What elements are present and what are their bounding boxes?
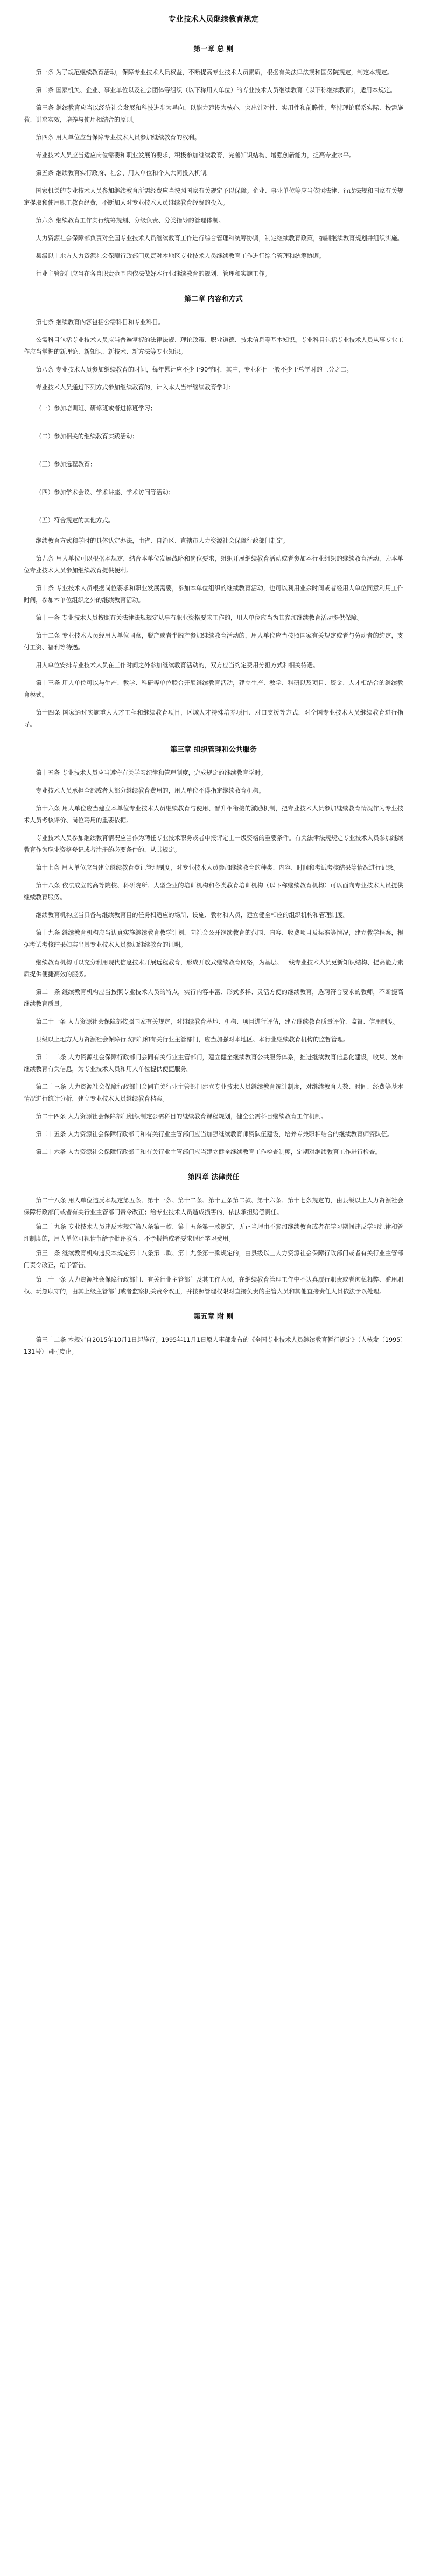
- chapter-5: [24, 1312, 403, 1358]
- article-paragraph: 第一条 为了规范继续教育活动，保障专业技术人员权益，不断提高专业技术人员素质，根据有关法律法规和国务院规定，制定本规定。: [36, 69, 394, 76]
- list-item: （五）符合规定的其他方式。: [36, 517, 114, 524]
- article-paragraph: 第五条 继续教育实行政府、社会、用人单位和个人共同投入机制。: [36, 170, 213, 177]
- article-paragraph: 第二十条 继续教育机构应当按照专业技术人员的特点，实行内容丰富、形式多样、灵活方便的继续教育，选聘符合要求的教师，不断提高继续教育质量。: [24, 989, 403, 1007]
- article-paragraph: 第八条 专业技术人员参加继续教育的时间，每年累计应不少于90学时，其中，专业科目一般不少于总学时的三分之二。: [36, 366, 353, 373]
- article-paragraph: 第十七条 用人单位应当建立继续教育登记管理制度，对专业技术人员参加继续教育的种类、内容、时间和考试考核结果等情况进行记录。: [36, 864, 400, 871]
- article-paragraph: 第六条 继续教育工作实行统筹规划、分级负责、分类指导的管理体制。: [36, 217, 225, 224]
- article-paragraph: 第十九条 继续教育机构应当认真实施继续教育教学计划，向社会公开继续教育的范围、内容、收费项目及标准等情况，建立教学档案，根据考试考核结果如实出具专业技术人员参加继续教育的证明。: [24, 929, 403, 948]
- chapter-title: 第五章 附 则: [193, 1313, 234, 1321]
- article-paragraph: 第四条 用人单位应当保障专业技术人员参加继续教育的权利。: [36, 134, 201, 141]
- chapter-title: 第四章 法律责任: [187, 1173, 240, 1181]
- chapter-title: 第二章 内容和方式: [184, 295, 243, 303]
- article-paragraph: 国家机关的专业技术人员参加继续教育所需经费应当按照国家有关规定予以保障。企业、事业单位等应当依照法律、行政法规和国家有关规定提取和使用职工教育经费，不断加大对专业技术人员继续教育经费的投入。: [24, 187, 403, 206]
- article-paragraph: 公需科目包括专业技术人员应当普遍掌握的法律法规、理论政策、职业道德、技术信息等基本知识。专业科目包括专业技术人员从事专业工作应当掌握的新理论、新知识、新技术、新方法等专业知识。: [24, 337, 403, 355]
- article-paragraph: 专业技术人员应当适应岗位需要和职业发展的要求，积极参加继续教育，完善知识结构、增强创新能力，提高专业水平。: [36, 152, 355, 159]
- list-item: （一）参加培训班、研修班或者进修班学习；: [36, 405, 157, 412]
- article-paragraph: 第二十一条 人力资源社会保障部按照国家有关规定，对继续教育基地、机构、项目进行评估，建立继续教育质量评价、监督、信用制度。: [36, 1018, 400, 1025]
- list-item: （四）参加学术会议、学术讲座、学术访问等活动；: [36, 489, 174, 496]
- list-item: （三）参加远程教育；: [36, 461, 96, 468]
- article-paragraph: 第九条 用人单位可以根据本规定，结合本单位发展战略和岗位要求，组织开展继续教育活动或者参加本行业组织的继续教育活动，为本单位专业技术人员参加继续教育提供便利。: [24, 555, 403, 574]
- article-paragraph: 第二十二条 人力资源社会保障行政部门会同有关行业主管部门，建立健全继续教育公共服务体系，推进继续教育信息化建设，收集、发布继续教育有关信息，为专业技术人员和用人单位提供便捷服务。: [24, 1054, 403, 1073]
- document-title: 专业技术人员继续教育规定: [168, 15, 259, 24]
- chapter-3: [24, 745, 403, 1158]
- article-paragraph: 第三十一条 人力资源社会保障行政部门、有关行业主管部门及其工作人员，在继续教育管理工作中不认真履行职责或者徇私舞弊、滥用职权、玩忽职守的，由其上级主管部门或者监察机关责令改正，并按照管理权限对直接负责的主管人员和其他直接责任人员依法予以处理。: [24, 1276, 403, 1295]
- chapter-title: 第三章 组织管理和公共服务: [170, 746, 257, 754]
- article-paragraph: 专业技术人员承担全部或者大部分继续教育费用的，用人单位不得指定继续教育机构。: [36, 787, 265, 794]
- article-paragraph: 第十一条 专业技术人员按照有关法律法规规定从事有职业资格要求工作的，用人单位应当为其参加继续教育活动提供保障。: [36, 614, 363, 621]
- article-paragraph: 第二十六条 人力资源社会保障行政部门和有关行业主管部门应当建立健全继续教育工作检查制度，定期对继续教育工作进行检查。: [36, 1149, 381, 1156]
- chapter-2: [24, 294, 403, 731]
- article-paragraph: 第二十九条 专业技术人员违反本规定第八条第一款、第十五条第一款规定，无正当理由不参加继续教育或者在学习期间违反学习纪律和管理制度的，用人单位可视情节给予批评教育、不予报销或者要求退还学习费用。: [24, 1223, 403, 1242]
- article-paragraph: 第三条 继续教育应当以经济社会发展和科技进步为导向，以能力建设为核心，突出针对性、实用性和前瞻性，坚持理论联系实际、按需施教、讲求实效，培养与使用相结合的原则。: [24, 104, 403, 123]
- article-paragraph: 第二条 国家机关、企业、事业单位以及社会团体等组织（以下称用人单位）的专业技术人员继续教育（以下称继续教育），适用本规定。: [36, 87, 396, 94]
- article-paragraph: 第十六条 用人单位应当建立本单位专业技术人员继续教育与使用、晋升相衔接的激励机制，把专业技术人员参加继续教育情况作为专业技术人员考核评价、岗位聘用的重要依据。: [24, 805, 403, 824]
- article-paragraph: 第十二条 专业技术人员经用人单位同意，脱产或者半脱产参加继续教育活动的，用人单位应当按照国家有关规定或者与劳动者的约定，支付工资、福利等待遇。: [24, 632, 403, 651]
- list-item: （二）参加相关的继续教育实践活动；: [36, 433, 138, 440]
- chapter-4: [24, 1172, 403, 1298]
- article-paragraph: 第十三条 用人单位可以与生产、教学、科研等单位联合开展继续教育活动，建立生产、教学、科研以及项目、资金、人才相结合的继续教育模式。: [24, 680, 403, 698]
- article-paragraph: 继续教育方式和学时的具体认定办法，由省、自治区、直辖市人力资源社会保障行政部门制定。: [36, 537, 289, 544]
- article-paragraph: 第十八条 依法成立的高等院校、科研院所、大型企业的培训机构和各类教育培训机构（以下称继续教育机构）可以面向专业技术人员提供继续教育服务。: [24, 882, 403, 901]
- article-paragraph: 专业技术人员参加继续教育情况应当作为聘任专业技术职务或者申报评定上一级资格的重要条件。有关法律法规规定专业技术人员参加继续教育作为职业资格登记或者注册的必要条件的，从其规定。: [24, 835, 403, 853]
- article-paragraph: 第七条 继续教育内容包括公需科目和专业科目。: [36, 319, 164, 326]
- article-paragraph: 继续教育机构可以充分利用现代信息技术开展远程教育，形成开放式继续教育网络，为基层、一线专业技术人员更新知识结构、提高能力素质提供便捷高效的服务。: [24, 959, 403, 978]
- article-paragraph: 县级以上地方人力资源社会保障行政部门负责对本地区专业技术人员继续教育工作进行综合管理和统筹协调。: [36, 253, 325, 260]
- article-paragraph: 县级以上地方人力资源社会保障行政部门和有关行业主管部门，应当加强对本地区、本行业继续教育机构的监督管理。: [36, 1036, 349, 1043]
- article-paragraph: 行业主管部门应当在各自职责范围内依法做好本行业继续教育的规划、管理和实施工作。: [36, 270, 271, 277]
- article-paragraph: 第二十四条 人力资源社会保障部门组织制定公需科目的继续教育课程规划，健全公需科目继续教育工作机制。: [36, 1113, 327, 1120]
- article-paragraph: 第二十五条 人力资源社会保障行政部门和有关行业主管部门应当加强继续教育师资队伍建设，培养专兼职相结合的继续教育师资队伍。: [36, 1131, 394, 1138]
- article-paragraph: 第十四条 国家通过实施重大人才工程和继续教育项目，区域人才特殊培养项目、对口支援等方式，对全国专业技术人员继续教育进行指导。: [24, 709, 403, 728]
- article-paragraph: 继续教育机构应当具备与继续教育目的任务相适应的场所、设施、教材和人员，建立健全相应的组织机构和管理制度。: [36, 912, 349, 919]
- article-paragraph: 第三十二条 本规定自2015年10月1日起施行。1995年11月1日原人事部发布的《全国专业技术人员继续教育暂行规定》（人核发〔1995〕131号）同时废止。: [24, 1336, 403, 1355]
- article-paragraph: 第二十三条 人力资源社会保障行政部门会同有关行业主管部门建立专业技术人员继续教育统计制度，对继续教育人数、时间、经费等基本情况进行统计分析，建立专业技术人员继续教育档案。: [24, 1083, 403, 1102]
- article-paragraph: 第十条 专业技术人员根据岗位要求和职业发展需要，参加本单位组织的继续教育活动，也可以利用业余时间或者经用人单位同意利用工作时间，参加本单位组织之外的继续教育活动。: [24, 585, 403, 604]
- article-paragraph: 人力资源社会保障部负责对全国专业技术人员继续教育工作进行综合管理和统筹协调，制定继续教育政策，编制继续教育规划并组织实施。: [36, 235, 403, 242]
- article-paragraph: 第三十条 继续教育机构违反本规定第十八条第二款、第十九条第一款规定的，由县级以上人力资源社会保障行政部门或者有关行业主管部门责令改正，给予警告。: [24, 1250, 403, 1269]
- chapter-title: 第一章 总 则: [193, 45, 234, 53]
- article-paragraph: 第二十八条 用人单位违反本规定第五条、第十一条、第十二条、第十五条第二款、第十六条、第十七条规定的，由县级以上人力资源社会保障行政部门或者有关行业主管部门责令改正；给专业技术人员造成损害的，依法承担赔偿责任。: [24, 1197, 403, 1216]
- article-paragraph: 用人单位安排专业技术人员在工作时间之外参加继续教育活动的，双方应当约定费用分担方式和相关待遇。: [36, 662, 319, 669]
- article-paragraph: 专业技术人员通过下列方式参加继续教育的，计入本人当年继续教育学时：: [36, 384, 235, 391]
- article-paragraph: 第十五条 专业技术人员应当遵守有关学习纪律和管理制度，完成规定的继续教育学时。: [36, 769, 267, 776]
- chapter-1: [24, 44, 403, 280]
